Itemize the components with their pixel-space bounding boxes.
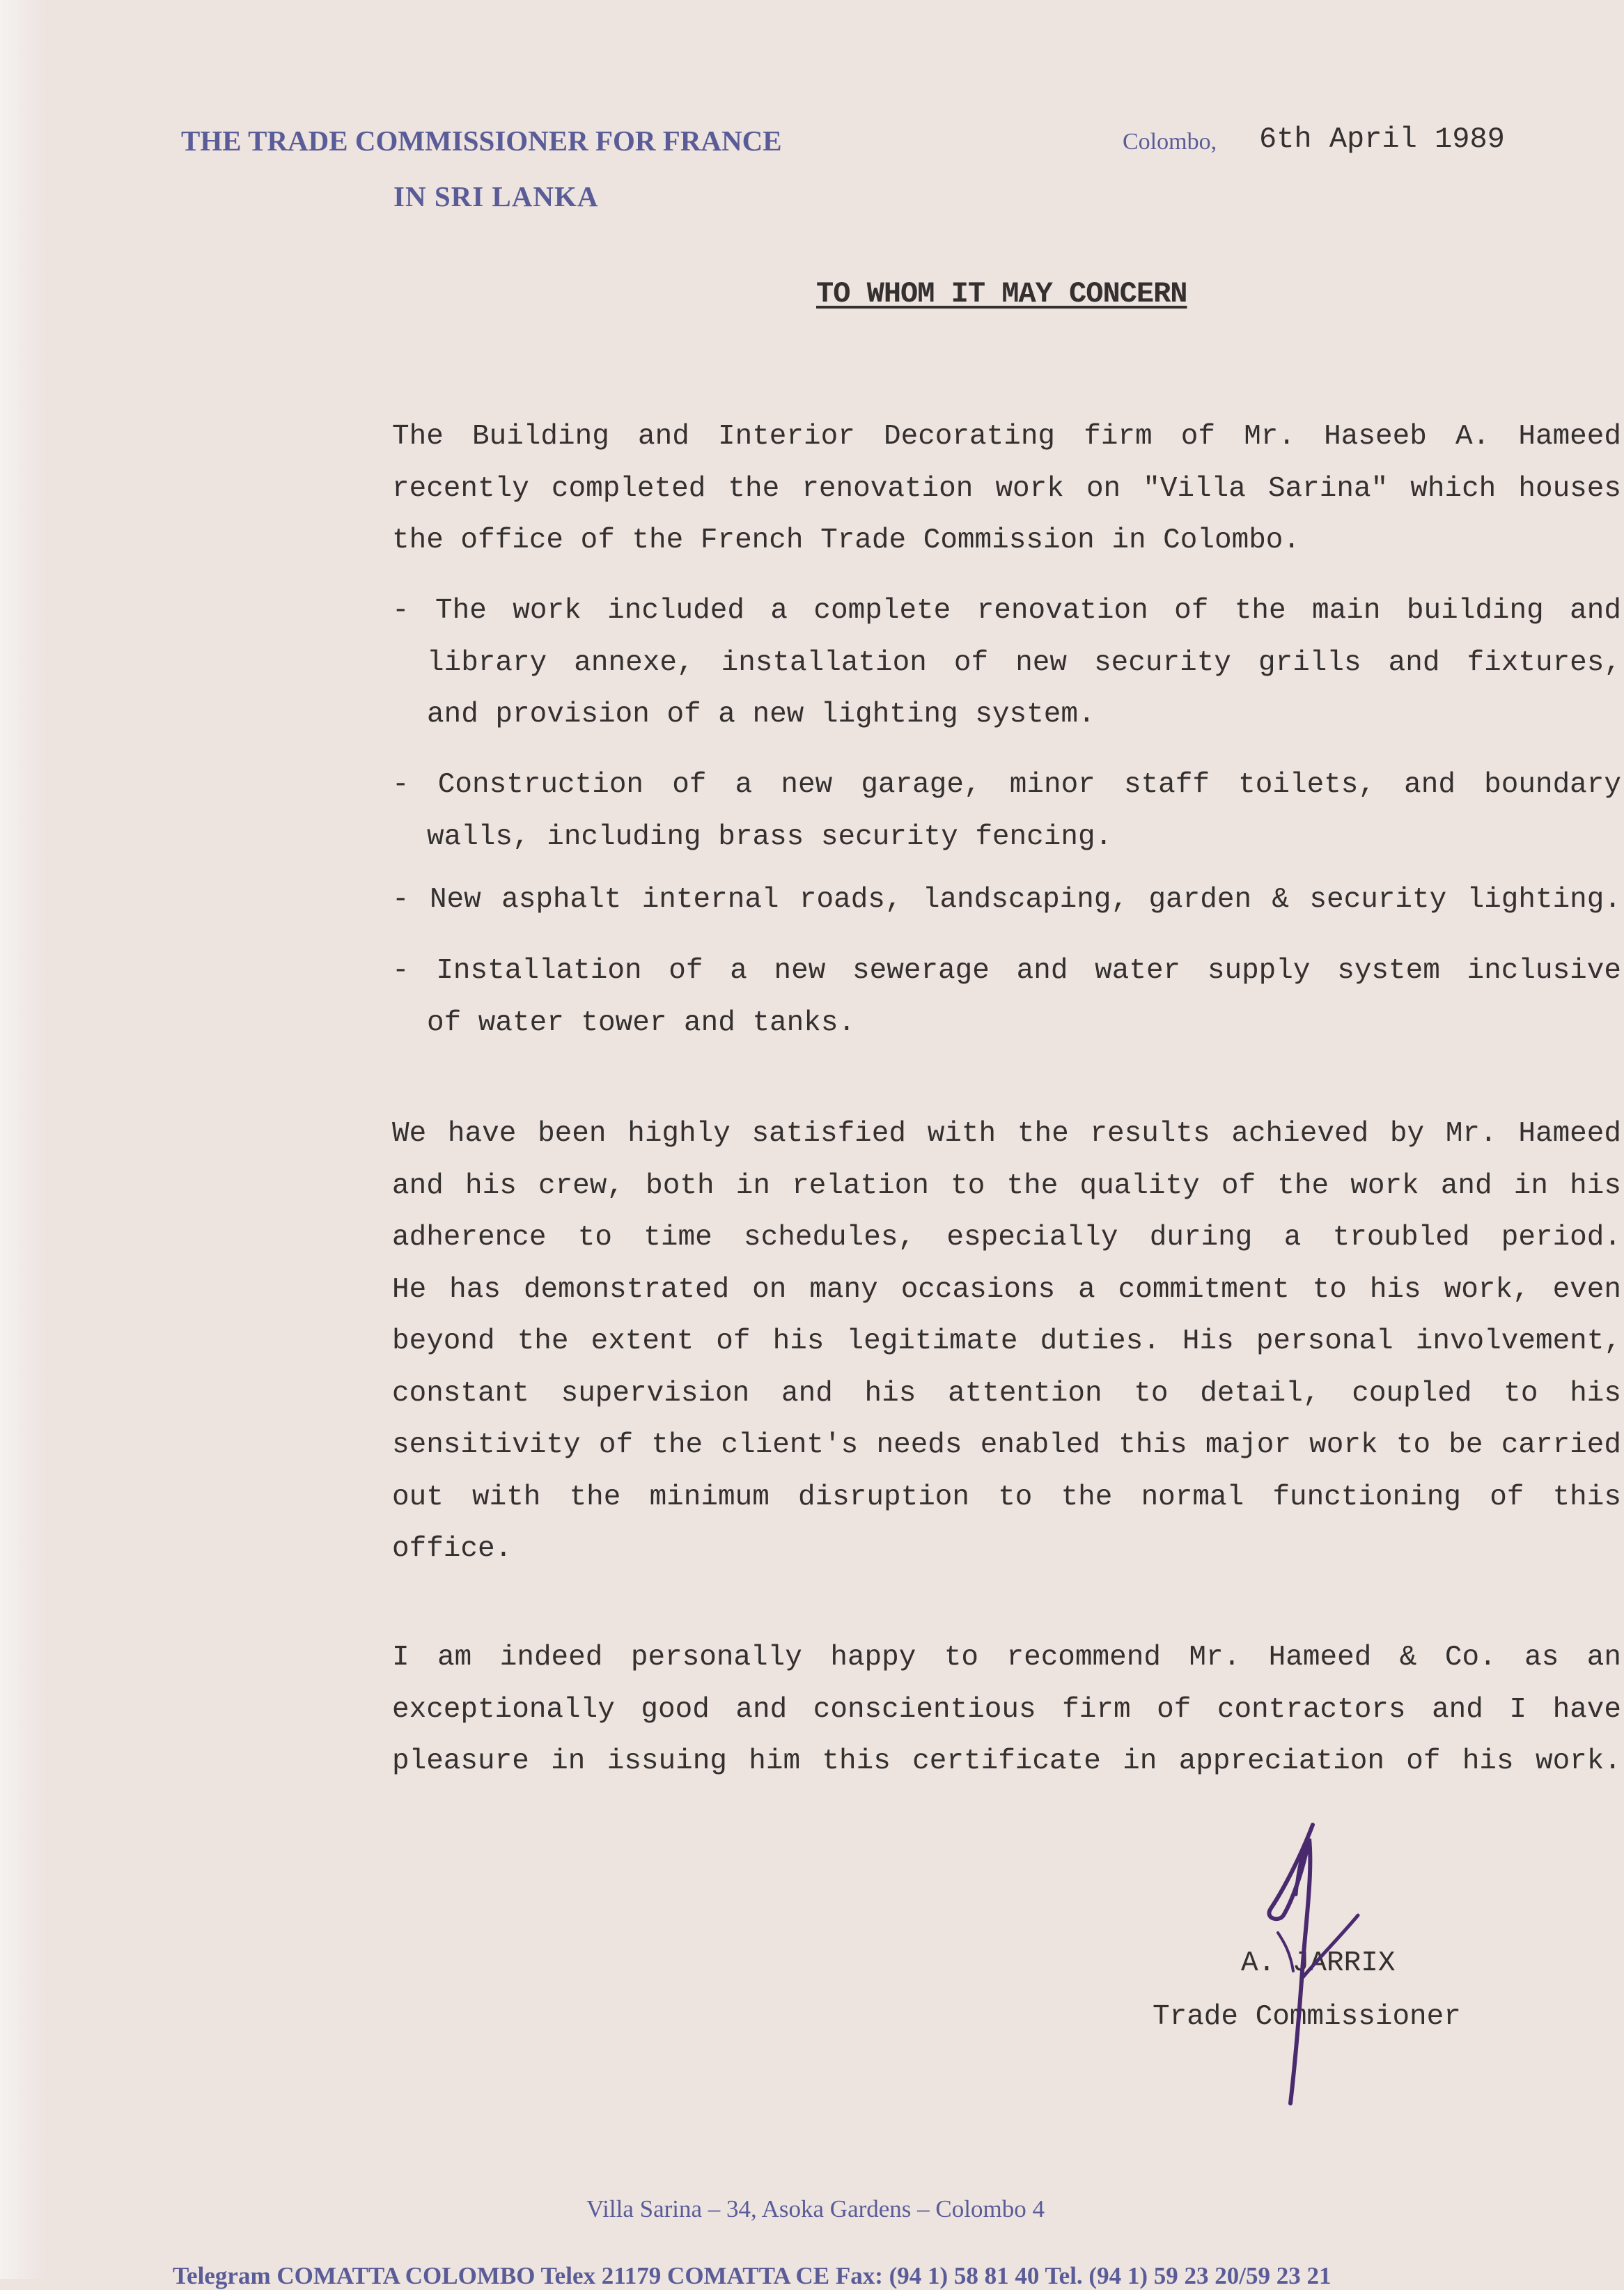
letterhead-country: IN SRI LANKA	[393, 180, 599, 212]
letter-subject: TO WHOM IT MAY CONCERN	[816, 277, 1187, 311]
paragraph-intro	[392, 411, 1621, 567]
text-line: walls, including brass security fencing.	[427, 820, 1113, 853]
bullet-item	[392, 945, 1621, 1049]
text-line: sensitivity of the client's needs enabled this major work to be carried	[392, 1429, 1621, 1461]
text-line: beyond the extent of his legitimate duties. His personal involvement,	[392, 1325, 1621, 1357]
bullet-item	[392, 585, 1621, 741]
text-line: - Installation of a new sewerage and water supply system inclusive	[392, 955, 1621, 987]
text-line: We have been highly satisfied with the results achieved by Mr. Hameed	[392, 1118, 1621, 1150]
letter-date: 6th April 1989	[1259, 123, 1505, 156]
signatory-title: Trade Commissioner	[1153, 2001, 1461, 2033]
bullet-item	[392, 874, 1621, 926]
text-line: constant supervision and his attention to detail, coupled to his	[392, 1377, 1621, 1410]
text-line: the office of the French Trade Commission in Colombo.	[392, 524, 1301, 556]
text-line: - The work included a complete renovation of the main building and	[392, 595, 1621, 627]
scan-edge	[0, 0, 49, 2279]
text-line: office.	[392, 1533, 513, 1565]
text-line: and provision of a new lighting system.	[427, 699, 1095, 731]
text-line: out with the minimum disruption to the normal functioning of this	[392, 1481, 1621, 1513]
text-line: library annexe, installation of new security grills and fixtures,	[427, 646, 1621, 679]
text-line: I am indeed personally happy to recommend Mr. Hameed & Co. as an	[392, 1642, 1621, 1674]
text-line: pleasure in issuing him this certificate in appreciation of his work.	[392, 1745, 1621, 1777]
text-line: and his crew, both in relation to the quality of the work and in his	[392, 1169, 1621, 1202]
paragraph-recommendation	[392, 1632, 1621, 1788]
handwritten-signature	[1236, 1811, 1361, 2110]
footer-address: Villa Sarina – 34, Asoka Gardens – Colombo 4	[586, 2195, 1045, 2222]
text-line: adherence to time schedules, especially during a troubled period.	[392, 1222, 1621, 1254]
text-line: recently completed the renovation work on "Villa Sarina" which houses	[392, 472, 1621, 505]
text-line: He has demonstrated on many occasions a commitment to his work, even	[392, 1273, 1621, 1306]
signatory-name: A. JARRIX	[1241, 1947, 1396, 1979]
text-line: - New asphalt internal roads, landscaping, garden & security lighting.	[392, 884, 1621, 916]
text-line: - Construction of a new garage, minor staff toilets, and boundary	[392, 769, 1621, 801]
text-line: exceptionally good and conscientious firm of contractors and I have	[392, 1693, 1621, 1726]
letterhead-title: THE TRADE COMMISSIONER FOR FRANCE	[181, 125, 782, 157]
letter-place: Colombo,	[1123, 129, 1217, 155]
text-line: of water tower and tanks.	[427, 1006, 856, 1039]
bullet-item	[392, 759, 1621, 863]
text-line: The Building and Interior Decorating firm of Mr. Haseeb A. Hameed	[392, 421, 1621, 453]
paragraph-satisfaction	[392, 1108, 1621, 1575]
footer-contact: Telegram COMATTA COLOMBO Telex 21179 COMATTA CE Fax: (94 1) 58 81 40 Tel. (94 1) 59 23 20/59 23 21	[173, 2262, 1332, 2289]
